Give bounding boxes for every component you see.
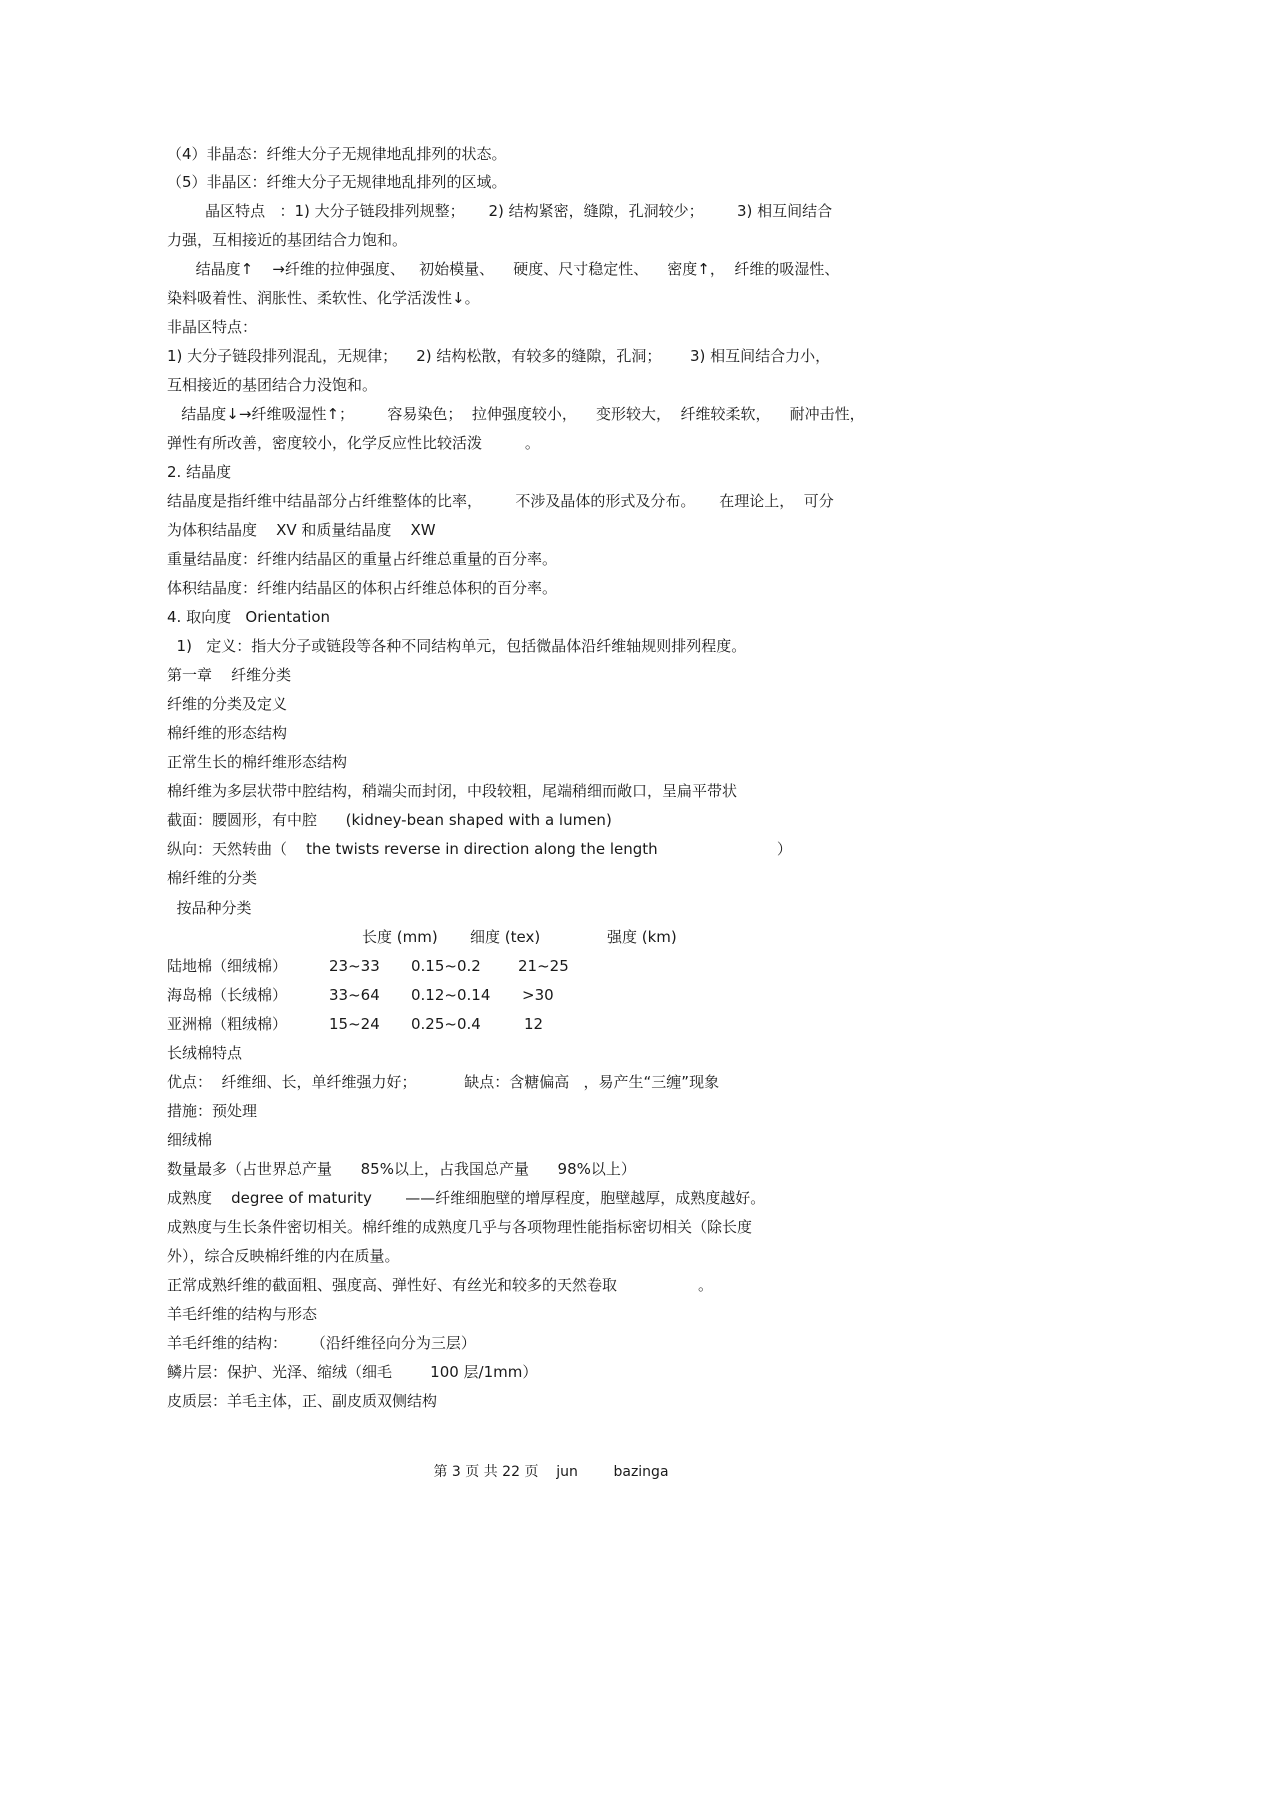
text-line: 外），综合反映棉纤维的内在质量。 bbox=[167, 1247, 400, 1265]
text-line: 重量结晶度：纤维内结晶区的重量占纤维总重量的百分率。 bbox=[167, 550, 558, 568]
table-cell-strength: 12 bbox=[524, 1015, 544, 1033]
table-cell-variety: 亚洲棉（粗绒棉） bbox=[167, 1015, 288, 1033]
text-line: 措施：预处理 bbox=[167, 1102, 258, 1120]
section-heading: 细绒棉 bbox=[167, 1131, 213, 1149]
text-line: 皮质层：羊毛主体，正、副皮质双侧结构 bbox=[167, 1392, 438, 1410]
table-cell-strength: >30 bbox=[522, 986, 554, 1004]
chapter-heading: 第一章 纤维分类 bbox=[167, 666, 292, 684]
text-line: 鳞片层：保护、光泽、缩绒（细毛 100 层/1mm） bbox=[167, 1363, 538, 1381]
text-line: 力强，互相接近的基团结合力饱和。 bbox=[167, 231, 408, 249]
table-cell-strength: 21~25 bbox=[518, 957, 569, 975]
text-line: 为体积结晶度 XV 和质量结晶度 XW bbox=[167, 521, 436, 539]
table-header-strength: 强度 (km) bbox=[607, 928, 677, 946]
table-header-fineness: 细度 (tex) bbox=[470, 928, 541, 946]
text-line: 羊毛纤维的结构： （沿纤维径向分为三层） bbox=[167, 1334, 476, 1352]
section-heading: 按品种分类 bbox=[167, 899, 252, 917]
text-line: 结晶度是指纤维中结晶部分占纤维整体的比率， 不涉及晶体的形式及分布。 在理论上， 可分 bbox=[167, 492, 834, 510]
section-heading: 非晶区特点： bbox=[167, 318, 258, 336]
text-line: 数量最多（占世界总产量 85%以上，占我国总产量 98%以上） bbox=[167, 1160, 636, 1178]
table-cell-fineness: 0.15~0.2 bbox=[411, 957, 481, 975]
text-line: 互相接近的基团结合力没饱和。 bbox=[167, 376, 378, 394]
section-heading: 4. 取向度 Orientation bbox=[167, 608, 331, 626]
text-line: 优点： 纤维细、长，单纤维强力好； 缺点：含糖偏高 ，易产生“三缠”现象 bbox=[167, 1073, 720, 1091]
table-cell-fineness: 0.12~0.14 bbox=[411, 986, 491, 1004]
section-heading: 纤维的分类及定义 bbox=[167, 695, 288, 713]
text-line: 体积结晶度：纤维内结晶区的体积占纤维总体积的百分率。 bbox=[167, 579, 558, 597]
page-footer: 第 3 页 共 22 页 jun bazinga bbox=[433, 1464, 669, 1480]
table-cell-length: 23~33 bbox=[329, 957, 380, 975]
text-line: 截面：腰圆形，有中腔 (kidney-bean shaped with a lumen) bbox=[167, 811, 612, 829]
text-line: 正常成熟纤维的截面粗、强度高、弹性好、有丝光和较多的天然卷取 。 bbox=[167, 1276, 714, 1294]
text-line: （4）非晶态：纤维大分子无规律地乱排列的状态。 bbox=[167, 145, 507, 163]
text-line: 1) 定义：指大分子或链段等各种不同结构单元，包括微晶体沿纤维轴规则排列程度。 bbox=[167, 637, 747, 655]
table-cell-length: 15~24 bbox=[329, 1015, 380, 1033]
table-cell-length: 33~64 bbox=[329, 986, 380, 1004]
text-line: 成熟度 degree of maturity ——纤维细胞壁的增厚程度，胞壁越厚，成熟度越好。 bbox=[167, 1189, 766, 1207]
section-heading: 正常生长的棉纤维形态结构 bbox=[167, 753, 348, 771]
section-heading: 2. 结晶度 bbox=[167, 463, 232, 481]
section-heading: 羊毛纤维的结构与形态 bbox=[167, 1305, 318, 1323]
text-line: 成熟度与生长条件密切相关。棉纤维的成熟度几乎与各项物理性能指标密切相关（除长度 bbox=[167, 1218, 753, 1236]
text-line: （5）非晶区：纤维大分子无规律地乱排列的区域。 bbox=[167, 173, 507, 191]
text-line: 弹性有所改善，密度较小，化学反应性比较活泼 。 bbox=[167, 434, 540, 452]
table-cell-fineness: 0.25~0.4 bbox=[411, 1015, 481, 1033]
text-line: 染料吸着性、润胀性、柔软性、化学活泼性↓。 bbox=[167, 289, 480, 307]
section-heading: 棉纤维的分类 bbox=[167, 869, 258, 887]
table-header-length: 长度 (mm) bbox=[362, 928, 438, 946]
text-line: 晶区特点 ：1) 大分子链段排列规整； 2) 结构紧密，缝隙，孔洞较少； 3) 相互间结合 bbox=[167, 202, 833, 220]
table-cell-variety: 陆地棉（细绒棉） bbox=[167, 957, 288, 975]
section-heading: 长绒棉特点 bbox=[167, 1044, 243, 1062]
table-cell-variety: 海岛棉（长绒棉） bbox=[167, 986, 288, 1004]
text-line: 纵向：天然转曲（ the twists reverse in direction along the length ） bbox=[167, 840, 792, 858]
text-line: 结晶度↑ →纤维的拉伸强度、 初始模量、 硬度、尺寸稳定性、 密度↑， 纤维的吸湿性、 bbox=[167, 260, 840, 278]
text-line: 棉纤维为多层状带中腔结构，稍端尖而封闭，中段较粗，尾端稍细而敞口，呈扁平带状 bbox=[167, 782, 738, 800]
text-line: 1) 大分子链段排列混乱，无规律； 2) 结构松散，有较多的缝隙，孔洞； 3) 相互间结合力小， bbox=[167, 347, 831, 365]
text-line: 结晶度↓→纤维吸湿性↑； 容易染色； 拉伸强度较小， 变形较大， 纤维较柔软， 耐冲击性， bbox=[167, 405, 865, 423]
section-heading: 棉纤维的形态结构 bbox=[167, 724, 288, 742]
